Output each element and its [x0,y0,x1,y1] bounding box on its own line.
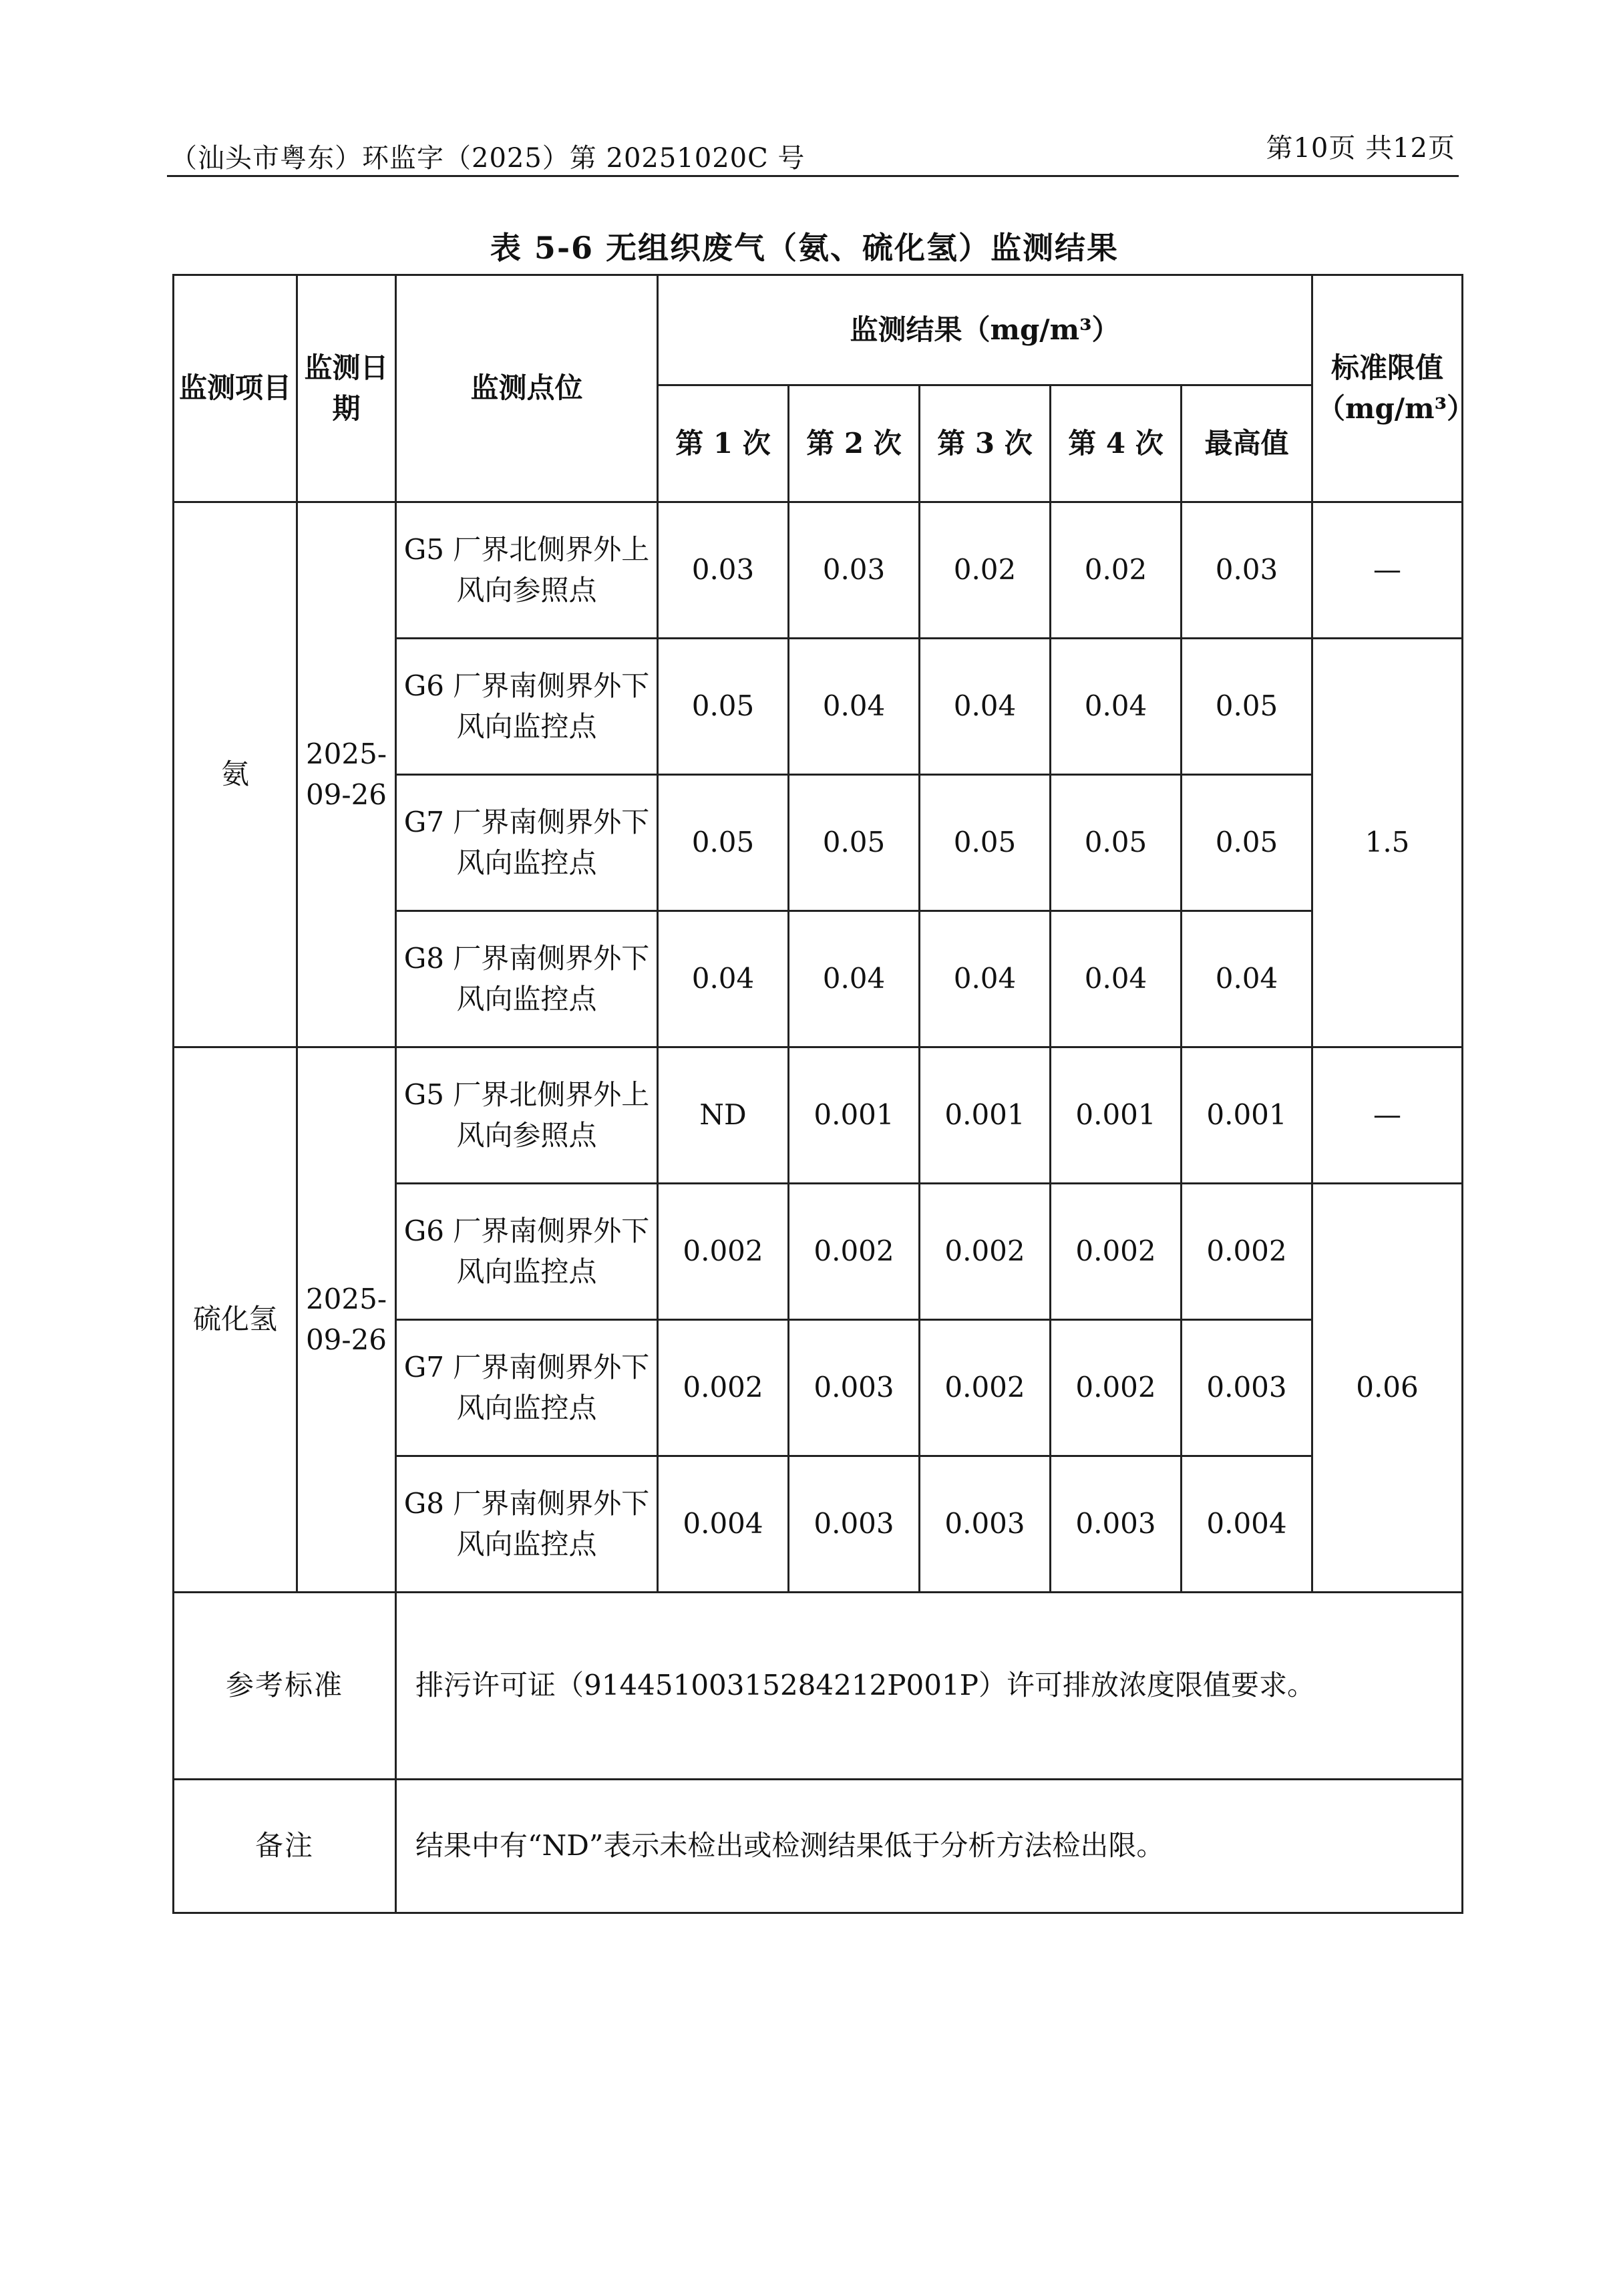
value-cell: 0.04 [658,911,789,1047]
point-cell: G5 厂界北侧界外上风向参照点 [396,1047,658,1184]
point-cell: G8 厂界南侧界外下风向监控点 [396,911,658,1047]
value-cell: 0.02 [920,502,1051,639]
reference-row [174,1593,1463,1780]
value-cell: 0.003 [789,1320,920,1456]
value-cell: 0.002 [1051,1320,1182,1456]
point-cell: G7 厂界南侧界外下风向监控点 [396,1320,658,1456]
header-divider [167,175,1459,177]
value-cell: 0.05 [1051,775,1182,911]
max-cell: 0.002 [1182,1184,1312,1320]
reference-text: 排污许可证（91445100315284212P001P）许可排放浓度限值要求。 [396,1593,1463,1780]
value-cell: 0.04 [789,639,920,775]
max-cell: 0.03 [1182,502,1312,639]
value-cell: 0.03 [789,502,920,639]
value-cell: 0.04 [920,639,1051,775]
value-cell: ND [658,1047,789,1184]
value-cell: 0.02 [1051,502,1182,639]
header-item: 监测项目 [174,275,297,502]
limit-cell: 1.5 [1312,639,1463,1047]
header-round-1: 第 1 次 [658,385,789,502]
value-cell: 0.003 [920,1456,1051,1593]
limit-cell: — [1312,502,1463,639]
item-ammonia: 氨 [174,502,297,1047]
value-cell: 0.05 [658,775,789,911]
point-cell: G5 厂界北侧界外上风向参照点 [396,502,658,639]
value-cell: 0.001 [1051,1047,1182,1184]
remark-text: 结果中有“ND”表示未检出或检测结果低于分析方法检出限。 [396,1780,1463,1913]
results-table [172,274,1475,1914]
value-cell: 0.002 [658,1320,789,1456]
max-cell: 0.001 [1182,1047,1312,1184]
header-point: 监测点位 [396,275,658,502]
table-caption: 表 5-6 无组织废气（氨、硫化氢）监测结果 [490,230,1119,266]
header-round-2: 第 2 次 [789,385,920,502]
max-cell: 0.05 [1182,775,1312,911]
value-cell: 0.05 [920,775,1051,911]
limit-cell: 0.06 [1312,1184,1463,1593]
header-round-4: 第 4 次 [1051,385,1182,502]
max-cell: 0.05 [1182,639,1312,775]
max-cell: 0.004 [1182,1456,1312,1593]
remark-label: 备注 [174,1780,396,1913]
table-row [174,502,1463,639]
value-cell: 0.04 [1051,911,1182,1047]
point-cell: G7 厂界南侧界外下风向监控点 [396,775,658,911]
header-date: 监测日期 [297,275,396,502]
value-cell: 0.04 [789,911,920,1047]
value-cell: 0.001 [789,1047,920,1184]
value-cell: 0.004 [658,1456,789,1593]
value-cell: 0.03 [658,502,789,639]
value-cell: 0.002 [658,1184,789,1320]
header-round-3: 第 3 次 [920,385,1051,502]
value-cell: 0.05 [789,775,920,911]
header-result-group: 监测结果（mg/m³） [658,275,1312,385]
reference-label: 参考标准 [174,1593,396,1780]
max-cell: 0.003 [1182,1320,1312,1456]
page-number: 第10页 共12页 [1266,133,1455,164]
max-cell: 0.04 [1182,911,1312,1047]
header-limit: 标准限值（mg/m³） [1312,275,1463,502]
point-cell: G6 厂界南侧界外下风向监控点 [396,1184,658,1320]
item-hydrogen-sulfide: 硫化氢 [174,1047,297,1593]
remark-row [174,1780,1463,1913]
value-cell: 0.001 [920,1047,1051,1184]
value-cell: 0.04 [920,911,1051,1047]
value-cell: 0.002 [789,1184,920,1320]
value-cell: 0.002 [920,1184,1051,1320]
value-cell: 0.04 [1051,639,1182,775]
value-cell: 0.002 [920,1320,1051,1456]
table-row [174,1047,1463,1184]
limit-cell: — [1312,1047,1463,1184]
value-cell: 0.003 [789,1456,920,1593]
value-cell: 0.002 [1051,1184,1182,1320]
date-hydrogen-sulfide: 2025-09-26 [297,1047,396,1593]
value-cell: 0.003 [1051,1456,1182,1593]
value-cell: 0.05 [658,639,789,775]
date-ammonia: 2025-09-26 [297,502,396,1047]
header-max: 最高值 [1182,385,1312,502]
point-cell: G6 厂界南侧界外下风向监控点 [396,639,658,775]
point-cell: G8 厂界南侧界外下风向监控点 [396,1456,658,1593]
report-number: （汕头市粤东）环监字（2025）第 20251020C 号 [170,143,806,174]
